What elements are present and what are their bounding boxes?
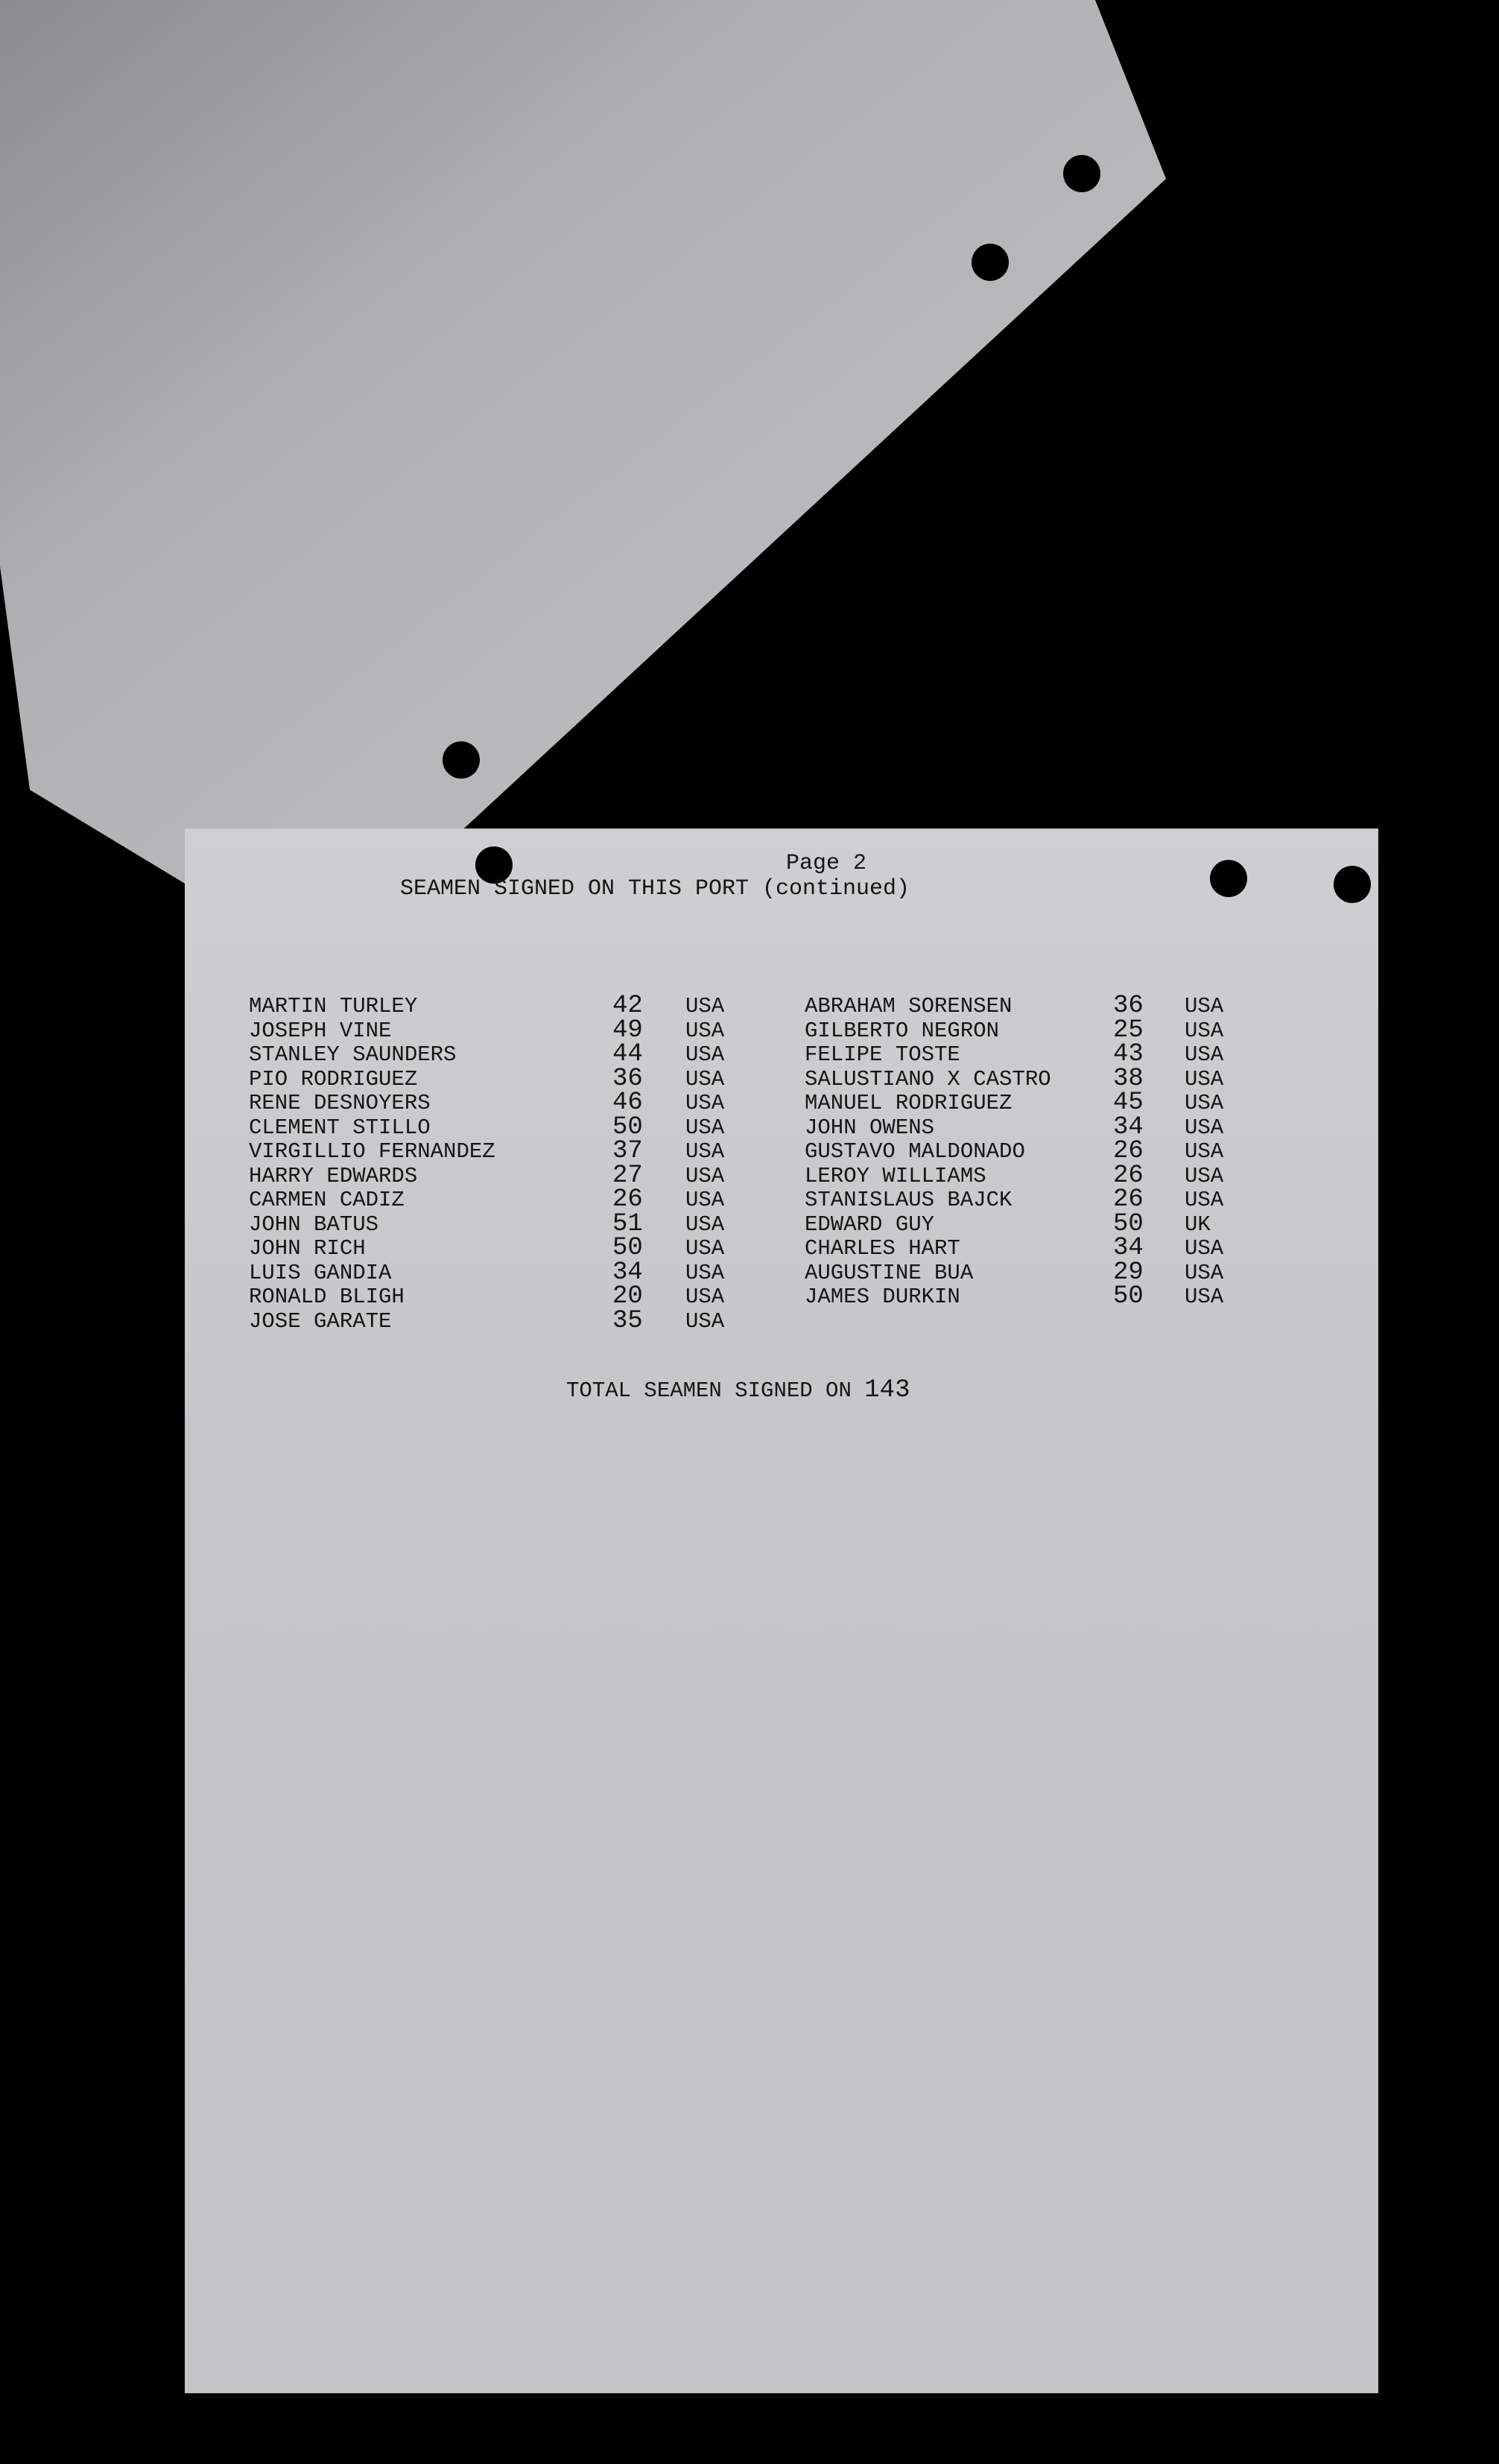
seaman-name: SALUSTIANO X CASTRO xyxy=(805,1066,1051,1092)
seaman-age: 29 xyxy=(1113,1258,1144,1287)
seaman-name: JOSEPH VINE xyxy=(249,1018,392,1043)
seaman-age: 36 xyxy=(612,1064,643,1093)
page-header xyxy=(185,851,1378,902)
seaman-name: JAMES DURKIN xyxy=(805,1285,960,1309)
seaman-age: 26 xyxy=(1113,1137,1144,1165)
seaman-age: 26 xyxy=(612,1185,643,1214)
seaman-age: 51 xyxy=(612,1209,643,1238)
seaman-age: 42 xyxy=(612,992,643,1020)
seaman-age: 34 xyxy=(1113,1112,1144,1141)
seaman-name: JOHN RICH xyxy=(249,1236,366,1261)
seaman-name: MANUEL RODRIGUEZ xyxy=(805,1091,1012,1115)
document-page xyxy=(185,829,1378,2393)
seaman-age: 50 xyxy=(1113,1209,1144,1238)
seaman-name: PIO RODRIGUEZ xyxy=(249,1066,418,1092)
seaman-nationality: USA xyxy=(685,1212,725,1237)
folded-sheet-shape xyxy=(0,0,1166,913)
seaman-age: 44 xyxy=(612,1040,643,1068)
page-number: Page 2 xyxy=(785,851,867,876)
seaman-name: GILBERTO NEGRON xyxy=(805,1018,1000,1043)
seaman-nationality: USA xyxy=(1185,1188,1224,1212)
seaman-nationality: USA xyxy=(1185,1042,1224,1067)
seaman-age: 34 xyxy=(612,1258,643,1287)
seaman-nationality: USA xyxy=(1185,1018,1224,1043)
seaman-name: JOHN BATUS xyxy=(249,1212,379,1237)
seaman-name: JOSE GARATE xyxy=(249,1308,392,1334)
seaman-age: 46 xyxy=(612,1089,643,1117)
seaman-name: CLEMENT STILLO xyxy=(249,1115,431,1140)
seaman-name: RENE DESNOYERS xyxy=(249,1091,431,1115)
seaman-nationality: USA xyxy=(685,1285,725,1309)
seaman-nationality: USA xyxy=(685,1066,725,1092)
total-value: 143 xyxy=(864,1376,910,1404)
seaman-nationality: USA xyxy=(1185,1066,1224,1092)
seaman-age: 49 xyxy=(612,1016,643,1045)
seaman-age: 38 xyxy=(1113,1064,1144,1093)
total-line xyxy=(566,1376,910,1404)
punch-hole xyxy=(972,244,1009,281)
seaman-nationality: USA xyxy=(685,1163,725,1188)
seaman-name: EDWARD GUY xyxy=(805,1212,935,1237)
seaman-age: 25 xyxy=(1113,1016,1144,1045)
seaman-name: CARMEN CADIZ xyxy=(249,1188,405,1212)
seaman-name: AUGUSTINE BUA xyxy=(805,1260,974,1285)
seaman-age: 43 xyxy=(1113,1040,1144,1068)
seaman-name: STANLEY SAUNDERS xyxy=(249,1042,457,1067)
seaman-name: LEROY WILLIAMS xyxy=(805,1163,986,1188)
seaman-nationality: USA xyxy=(1185,1236,1224,1261)
seaman-age: 37 xyxy=(612,1137,643,1165)
seaman-nationality: USA xyxy=(1185,1139,1224,1164)
punch-hole xyxy=(1063,155,1100,192)
seaman-name: STANISLAUS BAJCK xyxy=(805,1188,1012,1212)
seaman-nationality: USA xyxy=(1185,994,1224,1019)
seaman-nationality: USA xyxy=(685,1308,725,1334)
seaman-nationality: USA xyxy=(685,1042,725,1067)
seaman-name: MARTIN TURLEY xyxy=(249,994,418,1019)
seaman-age: 50 xyxy=(612,1234,643,1262)
seaman-name: CHARLES HART xyxy=(805,1236,960,1261)
seaman-nationality: USA xyxy=(1185,1091,1224,1115)
seaman-nationality: USA xyxy=(685,1188,725,1212)
seaman-age: 26 xyxy=(1113,1185,1144,1214)
seaman-name: VIRGILLIO FERNANDEZ xyxy=(249,1139,495,1164)
seaman-nationality: USA xyxy=(1185,1285,1224,1309)
seaman-age: 45 xyxy=(1113,1089,1144,1117)
seaman-nationality: UK xyxy=(1185,1212,1211,1237)
seaman-nationality: USA xyxy=(685,1115,725,1140)
seaman-nationality: USA xyxy=(685,1139,725,1164)
seaman-nationality: USA xyxy=(1185,1260,1224,1285)
seaman-name: HARRY EDWARDS xyxy=(249,1163,418,1188)
page-title: SEAMEN SIGNED ON THIS PORT (continued) xyxy=(399,876,910,902)
seaman-age: 26 xyxy=(1113,1161,1144,1190)
seaman-age: 34 xyxy=(1113,1234,1144,1262)
seaman-age: 36 xyxy=(1113,992,1144,1020)
seaman-name: JOHN OWENS xyxy=(805,1115,935,1140)
seaman-name: LUIS GANDIA xyxy=(249,1260,392,1285)
seaman-nationality: USA xyxy=(1185,1115,1224,1140)
seaman-nationality: USA xyxy=(685,1260,725,1285)
punch-hole xyxy=(443,741,480,779)
seaman-name: FELIPE TOSTE xyxy=(805,1042,960,1067)
total-label: TOTAL SEAMEN SIGNED ON xyxy=(566,1378,852,1403)
seaman-nationality: USA xyxy=(685,1236,725,1261)
seaman-nationality: USA xyxy=(1185,1163,1224,1188)
seaman-age: 50 xyxy=(1113,1282,1144,1311)
seaman-name: GUSTAVO MALDONADO xyxy=(805,1139,1025,1164)
seaman-nationality: USA xyxy=(685,994,725,1019)
seaman-name: ABRAHAM SORENSEN xyxy=(805,994,1012,1019)
seaman-name: RONALD BLIGH xyxy=(249,1285,405,1309)
seaman-age: 27 xyxy=(612,1161,643,1190)
seaman-age: 50 xyxy=(612,1112,643,1141)
seaman-age: 35 xyxy=(612,1306,643,1335)
seaman-nationality: USA xyxy=(685,1018,725,1043)
seaman-age: 20 xyxy=(612,1282,643,1311)
seaman-nationality: USA xyxy=(685,1091,725,1115)
